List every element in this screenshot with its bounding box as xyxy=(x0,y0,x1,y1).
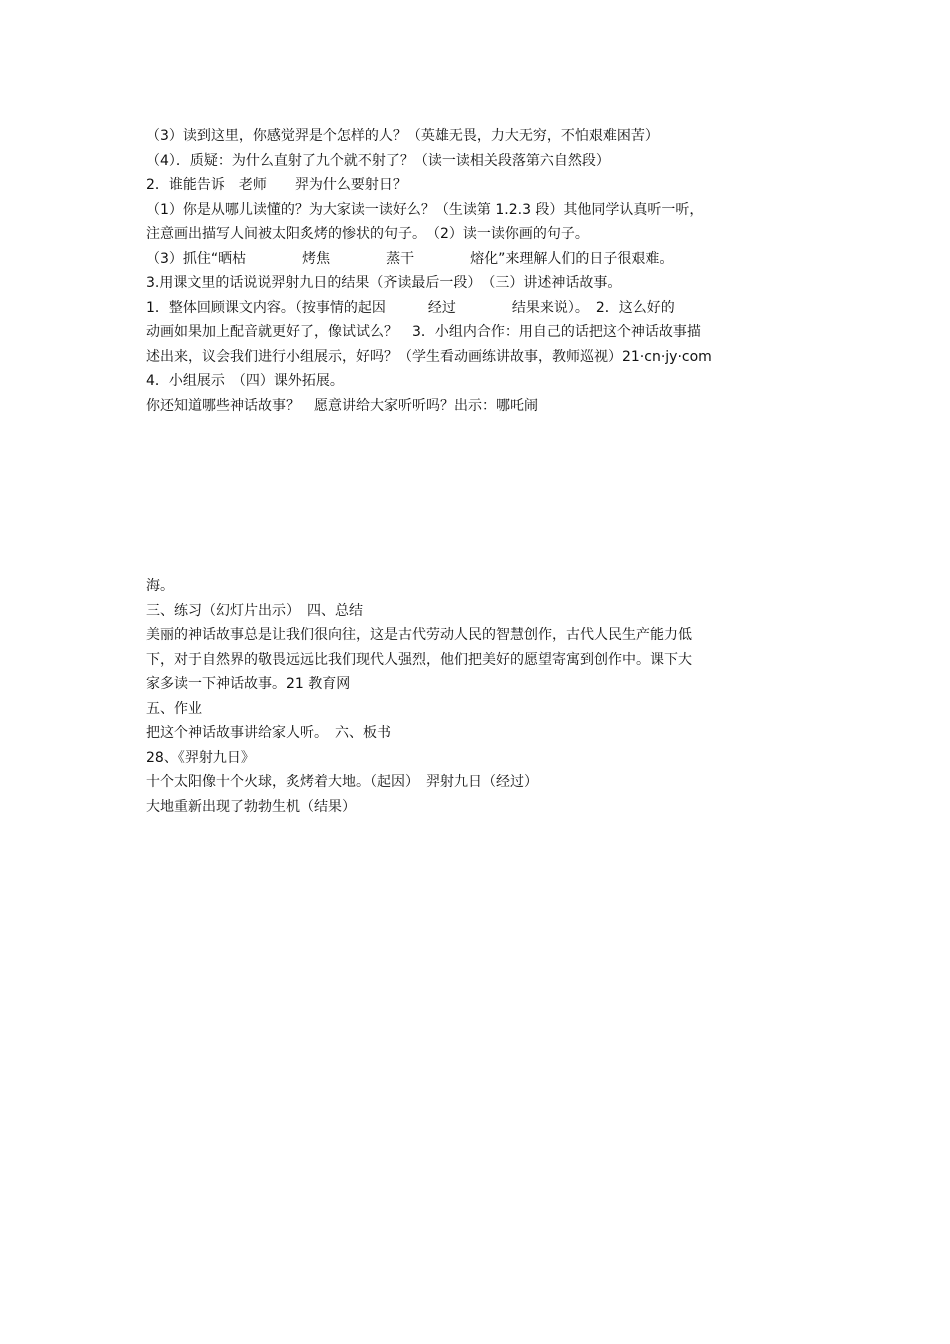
text-line-where-read: （1）你是从哪儿读懂的？为大家读一读好么？（生读第 1.2.3 段）其他同学认真听一听， xyxy=(146,201,704,218)
text-line-hero-question: （3）读到这里，你感觉羿是个怎样的人？（英雄无畏，力大无穷，不怕艰难困苦） xyxy=(146,128,659,144)
text-line-homework: 把这个神话故事讲给家人听。 六、板书 xyxy=(146,725,391,741)
lesson-steps-section xyxy=(146,124,810,418)
text-line-review: 1．整体回顾课文内容。（按事情的起因 经过 结果来说）。 2．这么好的 xyxy=(146,299,675,316)
text-line-other-myths: 你还知道哪些神话故事？ 愿意讲给大家听听吗？出示：哪吒闹 xyxy=(146,397,538,414)
text-line-extension: 4．小组展示 （四）课外拓展。 xyxy=(146,373,344,389)
summary-section xyxy=(146,574,810,819)
text-line-homework-heading: 五、作业 xyxy=(146,700,202,717)
text-line-dubbing: 动画如果加上配音就更好了，像试试么？ 3．小组内合作：用自己的话把这个神话故事描 xyxy=(146,324,701,340)
text-line-board-title: 28、《羿射九日》 xyxy=(146,749,255,766)
text-line-summary-2: 下，对于自然界的敬畏远远比我们现代人强烈，他们把美好的愿望寄寓到创作中。课下大 xyxy=(146,651,692,668)
text-line-why-shoot: 2．谁能告诉 老师 羿为什么要射日？ xyxy=(146,177,407,193)
text-line-summary-1: 美丽的神话故事总是让我们很向往，这是古代劳动人民的智慧创作，古代人民生产能力低 xyxy=(146,627,692,643)
text-line-question-nine-suns: （4）．质疑：为什么直射了九个就不射了？（读一读相关段落第六自然段） xyxy=(146,152,610,169)
text-line-summary-3: 家多读一下神话故事。21 教育网 xyxy=(146,676,351,692)
text-line-board-result: 大地重新出现了勃勃生机（结果） xyxy=(146,798,356,815)
text-line-sea: 海。 xyxy=(146,578,174,594)
text-line-practice-summary: 三、练习（幻灯片出示） 四、总结 xyxy=(146,602,363,619)
text-line-board-cause: 十个太阳像十个火球，炙烤着大地。（起因） 羿射九日（经过） xyxy=(146,774,538,790)
text-line-mark-sentences: 注意画出描写人间被太阳炙烤的惨状的句子。 （2）读一读你画的句子。 xyxy=(146,226,589,242)
text-line-group-show: 述出来，议会我们进行小组展示，好吗？（学生看动画练讲故事，教师巡视）21·cn·jy·com xyxy=(146,348,712,365)
text-line-result: 3.用课文里的话说说羿射九日的结果（齐读最后一段） （三）讲述神话故事。 xyxy=(146,275,622,291)
text-line-key-words: （3）抓住“晒枯 烤焦 蒸干 熔化”来理解人们的日子很艰难。 xyxy=(146,250,674,267)
